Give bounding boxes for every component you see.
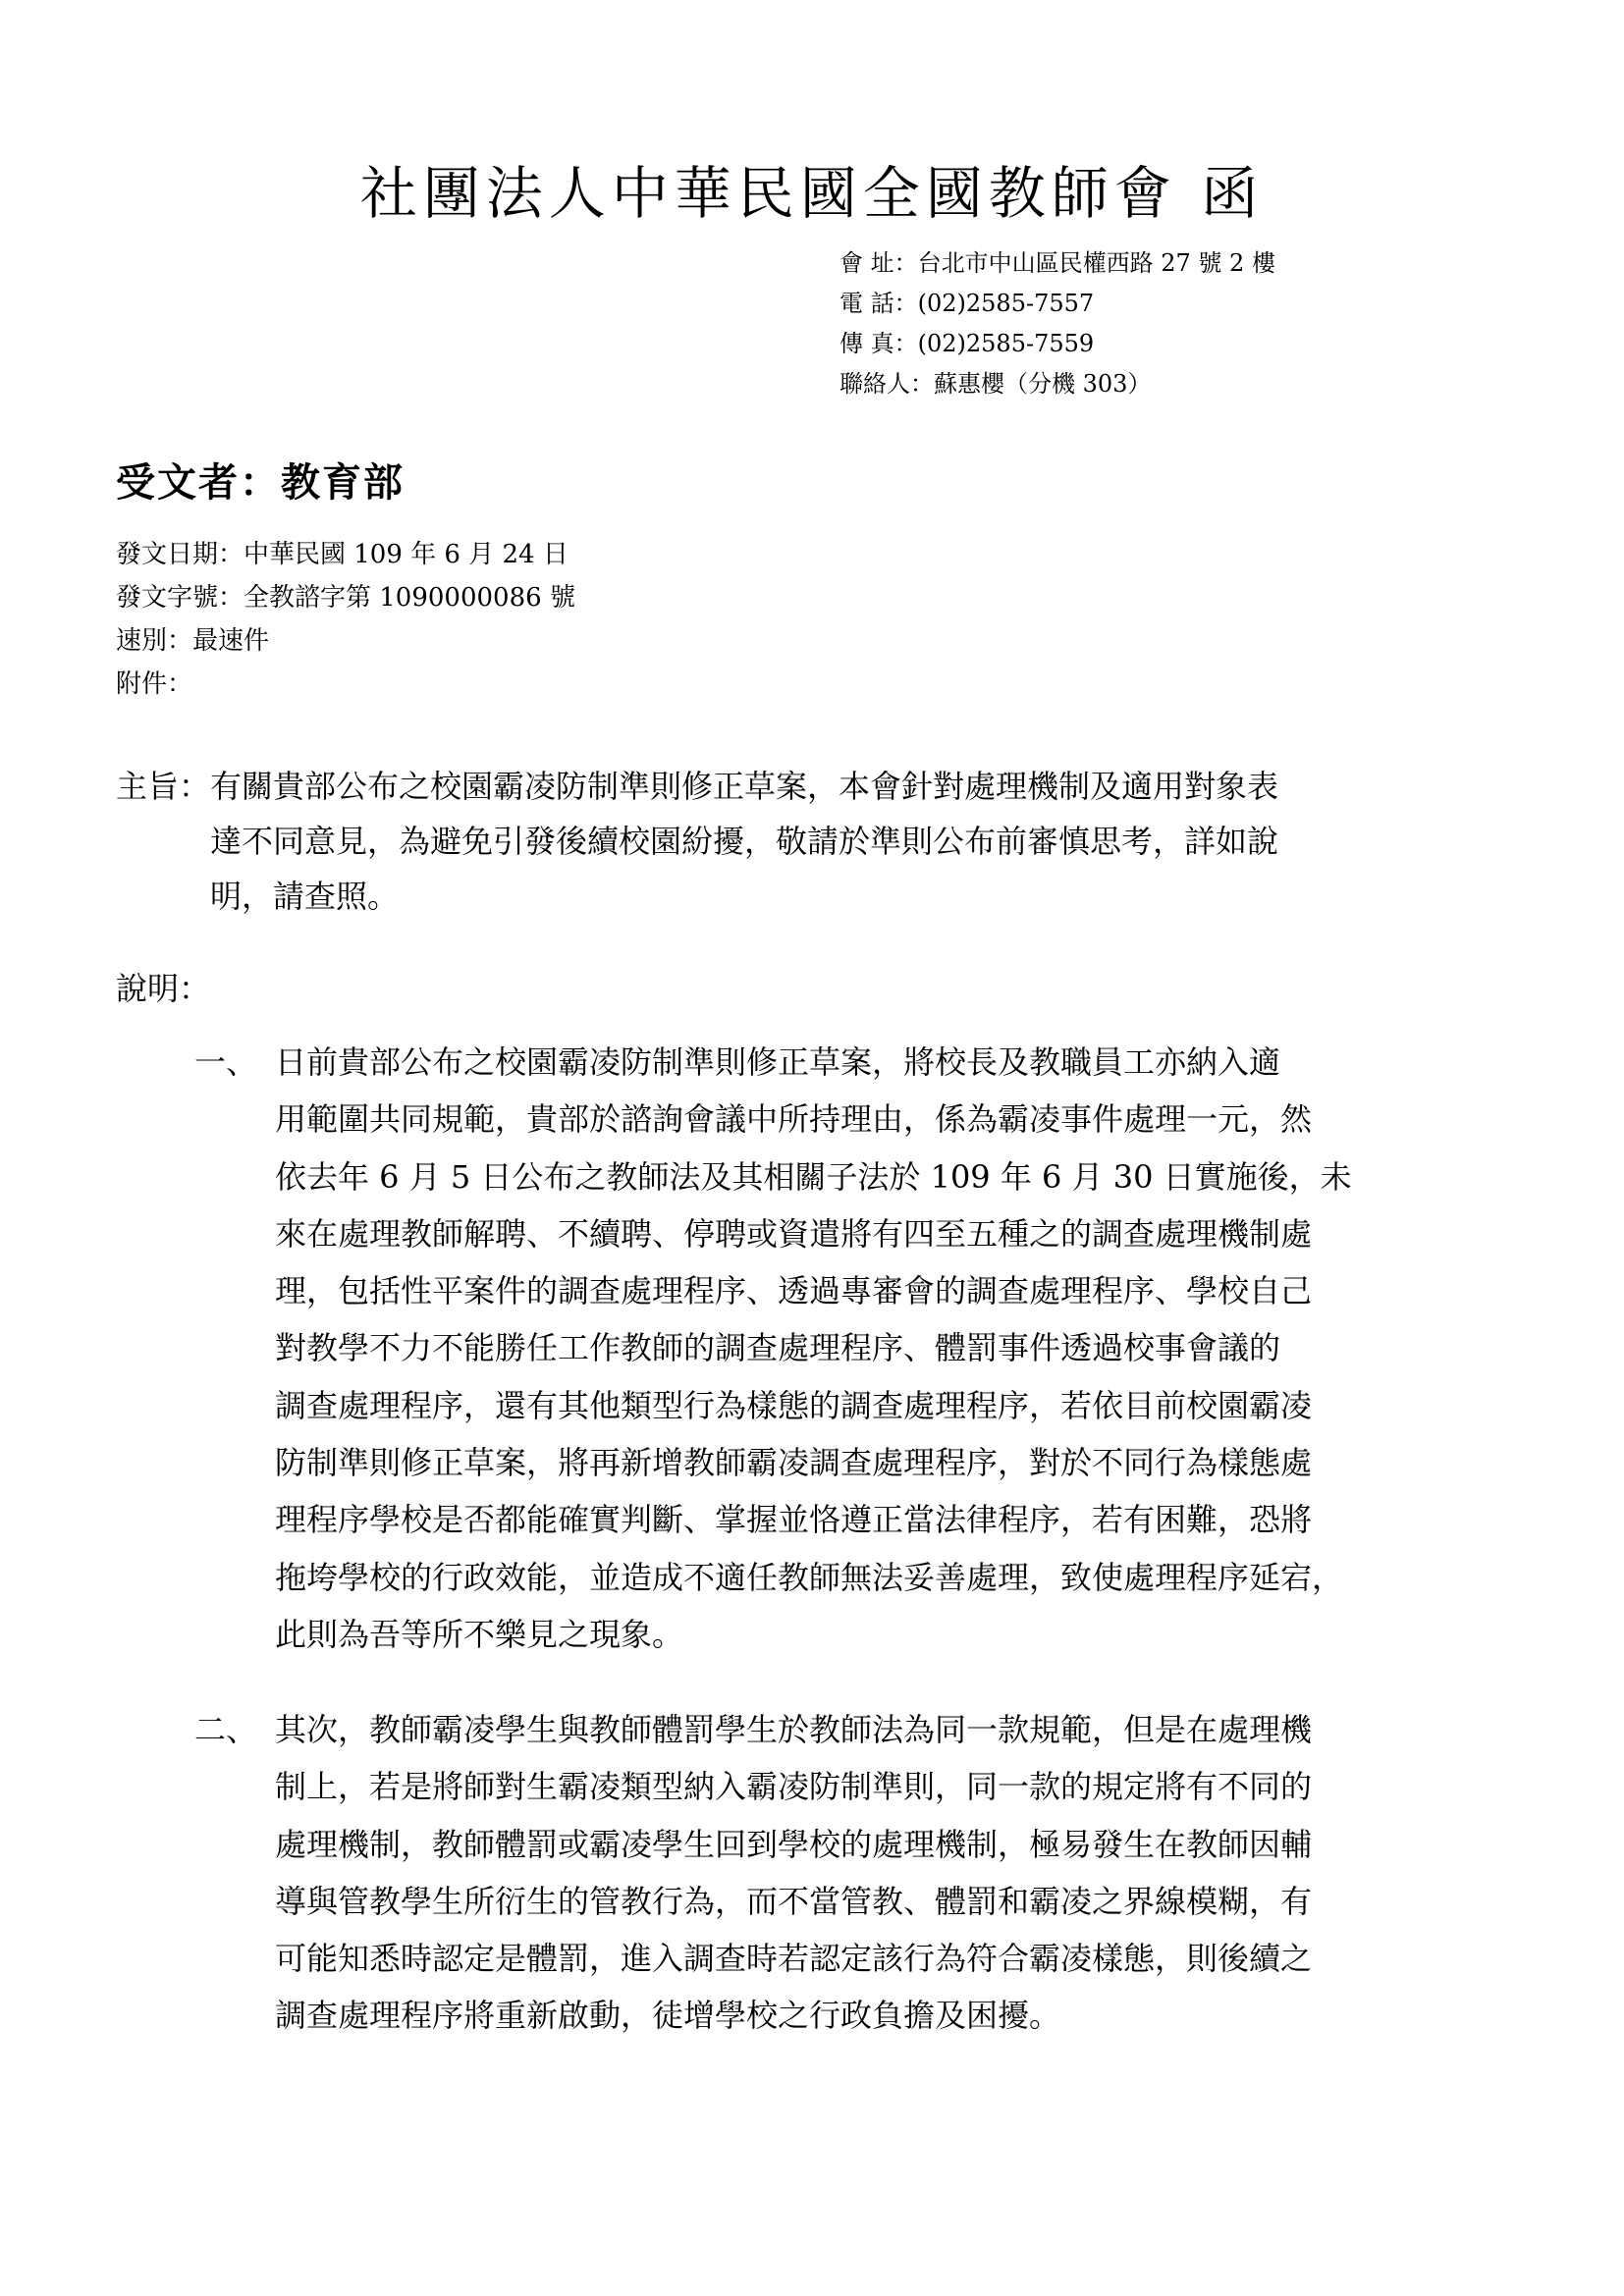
- subject-line: [210, 814, 1614, 869]
- item-line: 可能知悉時認定是體罰，進入調查時若認定該行為符合霸凌樣態，則後續之: [275, 1940, 1313, 1978]
- item-line: 此則為吾等所不樂見之現象。: [275, 1615, 684, 1653]
- contact-phone: 電 話：(02)2585-7557: [839, 290, 1095, 317]
- meta-block: [116, 533, 575, 706]
- item-number: 二、: [194, 1711, 258, 1748]
- item-line: 調查處理程序將重新啟動，徒增學校之行政負擔及困擾。: [275, 1997, 1061, 2035]
- item-line: 處理機制，教師體罰或霸凌學生回到學校的處理機制，極易發生在教師因輔: [275, 1825, 1313, 1863]
- item-line: 導與管教學生所衍生的管教行為，而不當管教、體罰和霸凌之界線模糊，有: [275, 1882, 1313, 1920]
- letter-title: 社團法人中華民國全國教師會 函: [359, 160, 1265, 227]
- item-number: 一、: [194, 1043, 258, 1081]
- recipient: 受文者：教育部: [116, 459, 405, 506]
- explanation-heading: 說明：: [116, 970, 211, 1007]
- subject-text: [210, 759, 1614, 924]
- item-line: 依去年 6 月 5 日公布之教師法及其相關子法於 109 年 6 月 30 日實施後，未: [275, 1157, 1352, 1196]
- subject-label: 主旨：: [116, 768, 211, 805]
- item-body: [275, 1034, 1542, 1663]
- item-line: 日前貴部公布之校園霸凌防制準則修正草案，將校長及教職員工亦納入適: [275, 1043, 1281, 1081]
- attachments: 附件：: [116, 669, 193, 699]
- item-line: 其次，教師霸凌學生與教師體罰學生於教師法為同一款規範，但是在處理機: [275, 1711, 1313, 1748]
- document-number: 發文字號：全教諮字第 1090000086 號: [116, 583, 575, 613]
- contact-fax: 傳 真：(02)2585-7559: [839, 330, 1095, 357]
- issue-date: 發文日期：中華民國 109 年 6 月 24 日: [116, 540, 568, 569]
- item-line: 用範圍共同規範，貴部於諮詢會議中所持理由，係為霸凌事件處理一元，然: [275, 1100, 1313, 1139]
- item-line: 對教學不力不能勝任工作教師的調查處理程序、體罰事件透過校事會議的: [275, 1329, 1281, 1367]
- subject-line-text: 達不同意見，為避免引發後續校園紛擾，敬請於準則公布前審慎思考，詳如說: [210, 823, 1279, 860]
- priority: 速別：最速件: [116, 626, 270, 656]
- item-line: 來在處理教師解聘、不續聘、停聘或資遣將有四至五種之的調查處理機制處: [275, 1214, 1313, 1253]
- subject-line: 有關貴部公布之校園霸凌防制準則修正草案，本會針對處理機制及適用對象表: [210, 768, 1279, 805]
- item-line: 理程序學校是否都能確實判斷、掌握並恪遵正當法律程序，若有困難，恐將: [275, 1501, 1313, 1539]
- item-line: 拖垮學校的行政效能，並造成不適任教師無法妥善處理，致使處理程序延宕，: [275, 1558, 1344, 1596]
- subject-line: 明，請查照。: [210, 878, 400, 915]
- contact-address: 會 址：台北市中山區民權西路 27 號 2 樓: [839, 249, 1275, 277]
- item-line: 理，包括性平案件的調查處理程序、透過專審會的調查處理程序、學校自己: [275, 1272, 1313, 1310]
- item-line: 制上，若是將師對生霸凌類型納入霸凌防制準則，同一款的規定將有不同的: [275, 1768, 1313, 1806]
- contact-block: [839, 243, 1275, 404]
- item-line: 調查處理程序，還有其他類型行為樣態的調查處理程序，若依目前校園霸凌: [275, 1386, 1313, 1424]
- item-line: 防制準則修正草案，將再新增教師霸凌調查處理程序，對於不同行為樣態處: [275, 1444, 1313, 1482]
- contact-person: 聯絡人：蘇惠櫻（分機 303）: [839, 370, 1152, 398]
- item-body: [275, 1701, 1542, 2045]
